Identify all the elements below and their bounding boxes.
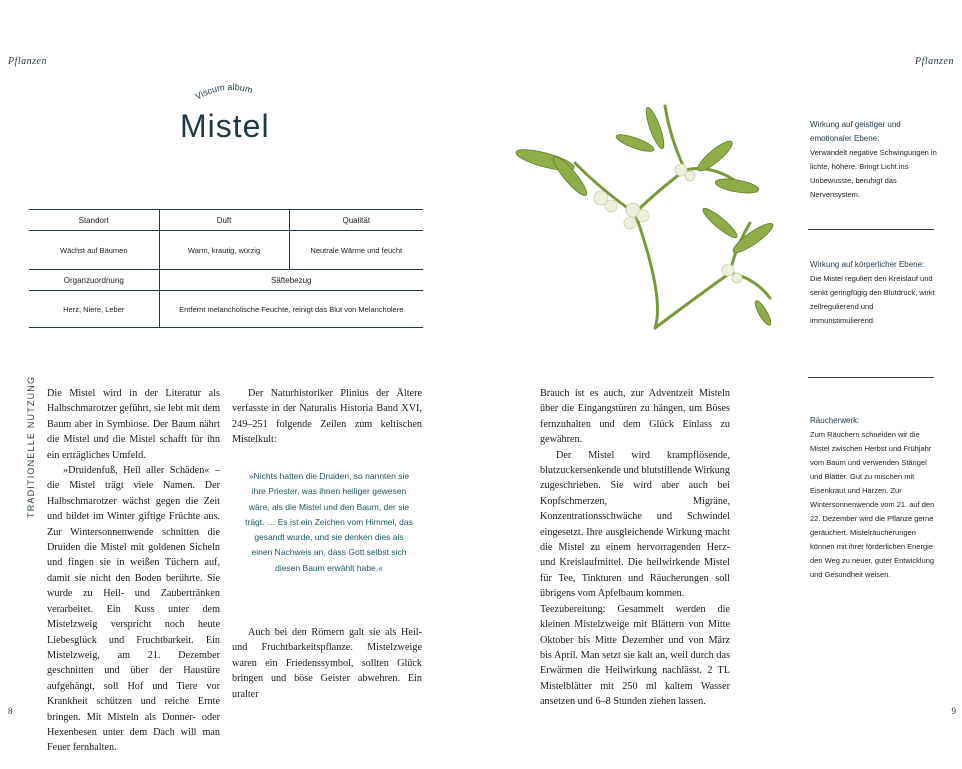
table-row [29, 231, 423, 270]
text-column-2-top [232, 386, 422, 448]
berry [637, 210, 649, 222]
sidebar-text: Zum Räuchern schneiden wir die Mistel zwischen Herbst und Frühjahr vom Baum und verwenden Stängel und Blätter. Gut zu mischen mit Eisenkraut und Harzen. Zur Wintersonnenwende vom 21. auf den 22. Dezember wird die Pflanze gerne geräuchert. Mistelräucherungen können mit ihrer förderlichen Energie den Weg zu neuer, guter Entwicklung und Gesundheit weisen. [810, 430, 935, 579]
leaf [753, 299, 774, 327]
leaf [714, 176, 759, 195]
paragraph: »Druidenfuß, Heil aller Schäden« – die Mistel trägt viele Namen. Der Halbschmarotzer wächst gegen die Zeit und bildet im Winter giftige Früchte aus. Zur Wintersonnenwende schnitten die Druiden die Mistel mit goldenen Sicheln und fingen sie in weißen Tüchern auf, damit sie nicht den Boden berührte. Sie wurde zu Heil- und Zaubertränken verarbeitet. Ein Kuss unter dem Mistelzweig verspricht noch heute Liebesglück und Fruchtbarkeit. Ein Mistelzweig, am 21. Dezember geschnitten und über der Haustüre aufgehängt, soll Hof und Tiere vor Krankheit schützen und reiche Ernte bringen. Mit Misteln als Donner- oder Hexenbesen unter dem Dach will man Feuer fernhalten. [47, 465, 220, 754]
berry [605, 200, 617, 212]
latin-name-arc [188, 76, 268, 106]
table-header-cell: Säftebezug [159, 270, 423, 291]
pull-quote: »Nichts hatten die Druiden, so nannten sie ihre Priester, was ihnen heiliger gewesen wäre, als die Mistel und den Baum, der sie trägt. … Es ist ein Zeichen vom Himmel, das gesandt wurde, und sie denken dies als einen Nachweis an, dass Gott selbst sich diesen Baum erwählt habe.« [245, 471, 413, 573]
table-row [29, 291, 423, 328]
page-title: Mistel [180, 108, 270, 144]
sidebar-block-physical [810, 258, 938, 328]
sidebar-block-mental [810, 118, 938, 202]
table-cell: Warm, krautig, würzig [159, 231, 289, 270]
stem [655, 273, 730, 328]
properties-table [29, 209, 423, 328]
table-cell: Entfernt melancholische Feuchte, reinigt das Blut von Melancholere [159, 291, 423, 328]
running-head-right: Pflanzen [915, 56, 954, 67]
berry [685, 171, 695, 181]
mistletoe-illustration [515, 98, 775, 338]
sidebar-text: Verwandelt negative Schwingungen in lichte, höhere. Bringt Licht ins Unbewusste, beruhigt das Nervensystem. [810, 148, 937, 199]
table-header-cell: Qualität [289, 210, 423, 231]
sidebar-heading: Räucherwerk: [810, 416, 860, 425]
latin-name: Viscum album [193, 81, 254, 102]
table-cell: Wächst auf Bäumen [59, 245, 128, 255]
paragraph: Teezubereitung: Gesammelt werden die kleinen Mistelzweige mit Blättern von Mitte Oktober bis Mitte Dezember und von März bis April. Man setzt sie kalt an, weil durch das Erwärmen die Heilwirkung nachlässt. 2 TL Mistelblätter mit 250 ml kaltem Wasser ansetzen und 6–8 Stunden ziehen lassen. [540, 603, 730, 708]
divider [808, 229, 934, 230]
sidebar-block-incense [810, 414, 938, 582]
page-number-right: 9 [951, 706, 956, 716]
leaf [730, 219, 775, 256]
text-column-2-bottom [232, 625, 422, 702]
leaf [614, 131, 655, 154]
sidebar-text: Die Mistel reguliert den Kreislauf und senkt geringfügig den Blutdruck, wirkt zellregulierend und immunstimulierend. [810, 274, 935, 325]
paragraph: Auch bei den Römern galt sie als Heil- und Fruchtbarkeitspflanze. Mistelzweige waren ein Friedenssymbol, sollten Glück bringen und böse Geister abwehren. Ein uralter [232, 627, 422, 700]
text-column-1 [47, 386, 220, 756]
leaf [700, 205, 740, 241]
section-label: TRADITIONELLE NUTZUNG [26, 375, 36, 518]
berry [624, 217, 636, 229]
table-header-cell: Organzuordnung [29, 270, 159, 291]
paragraph: Der Naturhistoriker Plinius der Ältere verfasste in der Naturalis Historia Band XVI, 249–251 folgende Zeilen zum keltischen Mistelkult: [232, 388, 422, 446]
leaf [694, 137, 735, 174]
sidebar-heading: Wirkung auf körperlicher Ebene: [810, 260, 925, 269]
paragraph: Die Mistel wird in der Literatur als Halbschmarotzer geführt, sie lebt mit dem Baum aber in Symbiose. Der Baum nährt die Mistel und die Mistel schafft für ihn ein erträgliches Umfeld. [47, 388, 220, 461]
sidebar-heading: Wirkung auf geistiger und emotionaler Ebene: [810, 120, 901, 143]
running-head-left: Pflanzen [8, 56, 47, 67]
page-number-left: 8 [8, 706, 13, 716]
paragraph: Brauch ist es auch, zur Adventzeit Misteln über die Eingangstüren zu hängen, um Böses fernzuhalten und dem Glück Einlass zu gewähren. [540, 388, 730, 446]
stem [635, 170, 685, 213]
berry [722, 264, 734, 276]
table-cell: Herz, Niere, Leber [29, 291, 159, 328]
leaf [549, 153, 590, 199]
stem [665, 106, 685, 170]
berry [732, 273, 742, 283]
paragraph: Der Mistel wird krampflösende, blutzuckersenkende und blutstillende Wirkung zugeschrieben. Sie wird aber auch bei Kopfschmerzen, Migräne, Konzentrationsschwäche und Schwindel eingesetzt. Ihre ausgleichende Wirkung macht die Mistel zu einem hervorragenden Herz- und Kreislaufmittel. Die heilwirkende Mistel für Tee, Tinkturen und Räucherungen soll übrigens vom Apfelbaum kommen. [540, 449, 730, 600]
table-header-row [29, 210, 423, 231]
text-column-3 [540, 386, 730, 710]
table-header-cell: Duft [159, 210, 289, 231]
table-cell: Neutrale Wärme und feucht [289, 231, 423, 270]
svg-text:Viscum album [194, 82, 254, 102]
divider [808, 377, 934, 378]
table-header-cell: Standort [29, 210, 159, 231]
table-header-row [29, 270, 423, 291]
stem [635, 213, 658, 328]
